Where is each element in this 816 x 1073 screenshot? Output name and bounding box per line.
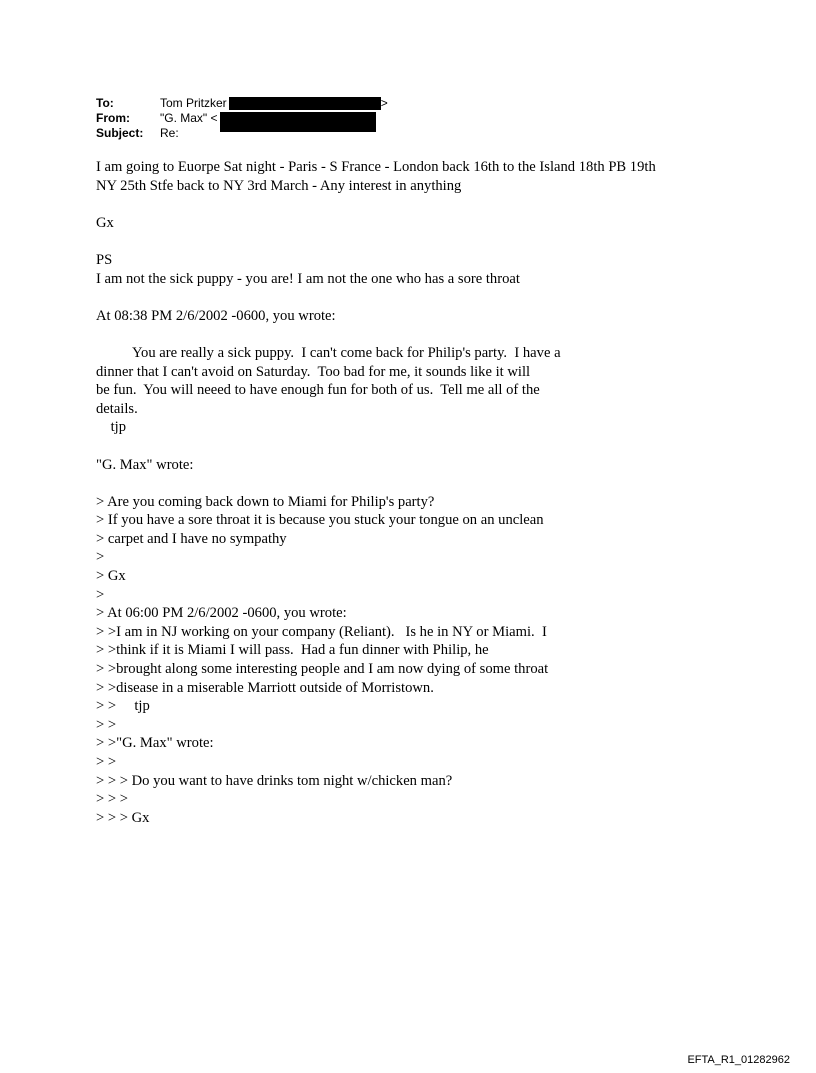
email-body bbox=[96, 158, 756, 827]
to-label: To: bbox=[96, 96, 114, 110]
nested-quote-line: > At 06:00 PM 2/6/2002 -0600, you wrote: bbox=[96, 605, 347, 622]
from-redaction bbox=[220, 112, 376, 132]
from-label: From: bbox=[96, 111, 130, 125]
nested-quote-line: > >brought along some interesting people and I am now dying of some throat bbox=[96, 661, 549, 678]
email-header bbox=[96, 96, 388, 141]
quoted-line: be fun. You will neeed to have enough fun for both of us. Tell me all of the bbox=[96, 382, 540, 399]
ps-text: I am not the sick puppy - you are! I am not the one who has a sore throat bbox=[96, 270, 520, 287]
signature: Gx bbox=[96, 214, 114, 231]
reply-header: At 08:38 PM 2/6/2002 -0600, you wrote: bbox=[96, 307, 336, 324]
subject-label: Subject: bbox=[96, 126, 144, 140]
nested-quote-line: > > tjp bbox=[96, 698, 150, 715]
nested-quote-line: > >"G. Max" wrote: bbox=[96, 735, 214, 752]
quoted-line: details. bbox=[96, 400, 138, 417]
subject-value: Re: bbox=[160, 126, 179, 140]
document-id: EFTA_R1_01282962 bbox=[687, 1054, 790, 1066]
nested-quote-line: > > bbox=[96, 754, 117, 770]
nested-quote-line: > >I am in NJ working on your company (Reliant). Is he in NY or Miami. I bbox=[96, 623, 547, 640]
nested-quote-line: > >think if it is Miami I will pass. Had a fun dinner with Philip, he bbox=[96, 642, 489, 659]
to-redaction bbox=[229, 97, 381, 110]
from-value: "G. Max" < bbox=[160, 111, 218, 125]
nested-quote-line: > > > Gx bbox=[96, 809, 150, 826]
nested-quote-line: > > > bbox=[96, 791, 128, 808]
quoted-line: dinner that I can't avoid on Saturday. Too bad for me, it sounds like it will bbox=[96, 363, 531, 380]
nested-quote-line: > carpet and I have no sympathy bbox=[96, 530, 287, 547]
nested-quote-line: > bbox=[96, 549, 105, 566]
to-tail: > bbox=[380, 96, 388, 110]
quoted-signature: tjp bbox=[96, 419, 126, 436]
quoted-line: You are really a sick puppy. I can't come back for Philip's party. I have a bbox=[96, 344, 561, 361]
to-row bbox=[96, 96, 388, 111]
message-line: NY 25th Stfe back to NY 3rd March - Any interest in anything bbox=[96, 177, 462, 194]
nested-quote-line: > Gx bbox=[96, 568, 126, 585]
gmax-wrote: "G. Max" wrote: bbox=[96, 456, 194, 473]
nested-quote-line: > > bbox=[96, 716, 117, 733]
to-value: Tom Pritzker bbox=[160, 96, 227, 110]
nested-quote-line: > > > Do you want to have drinks tom night w/chicken man? bbox=[96, 772, 453, 789]
ps-label: PS bbox=[96, 251, 113, 268]
nested-quote-line: > Are you coming back down to Miami for Philip's party? bbox=[96, 493, 435, 510]
nested-quote-line: > bbox=[96, 586, 105, 603]
nested-quote-line: > If you have a sore throat it is because you stuck your tongue on an unclean bbox=[96, 512, 544, 529]
nested-quote-line: > >disease in a miserable Marriott outside of Morristown. bbox=[96, 679, 434, 696]
from-row bbox=[96, 111, 388, 126]
message-line: I am going to Euorpe Sat night - Paris - S France - London back 16th to the Island 18th PB 19th bbox=[96, 159, 656, 175]
